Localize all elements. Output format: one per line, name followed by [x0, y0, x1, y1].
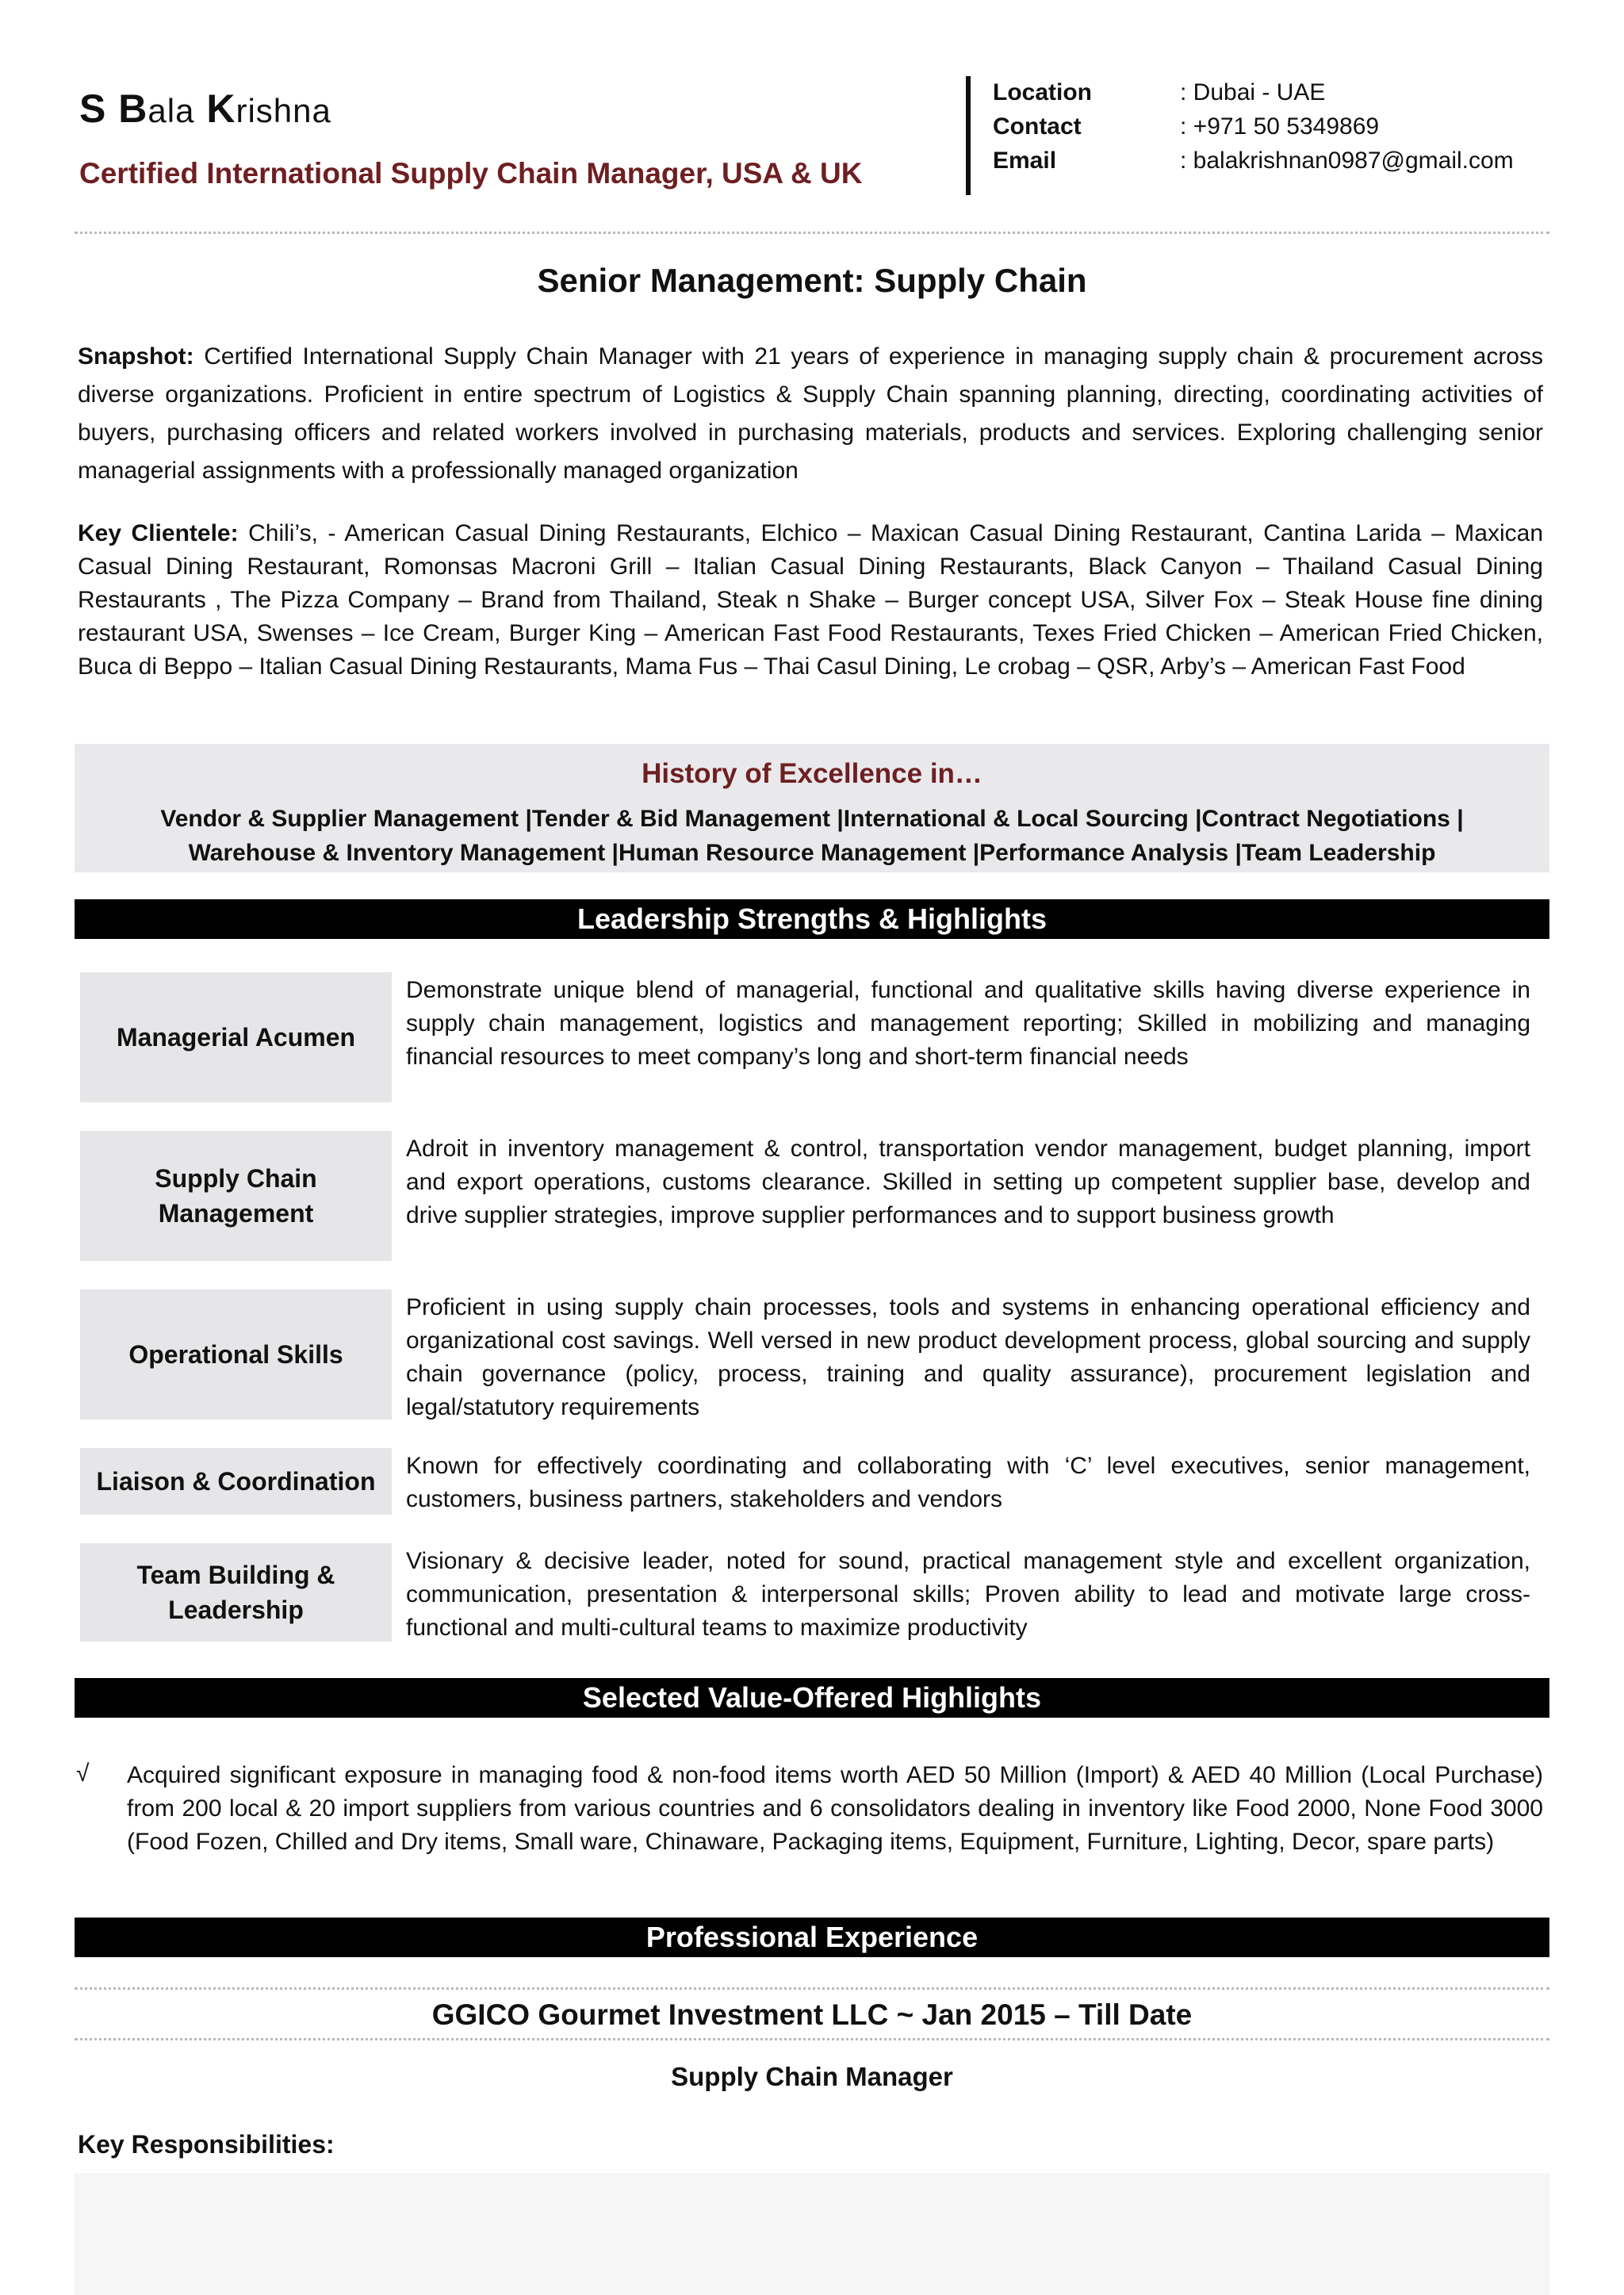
strength-label: Liaison & Coordination — [80, 1448, 392, 1515]
dotted-divider — [75, 2038, 1549, 2040]
company-heading: GGICO Gourmet Investment LLC ~ Jan 2015 – Till Date — [431, 1998, 1193, 2031]
candidate-headline: Certified International Supply Chain Manager, USA & UK — [79, 157, 863, 190]
excellence-line-1: Vendor & Supplier Management |Tender & Bid Management |International & Local Sourcing |Contract Negotiations | — [160, 806, 1464, 832]
strength-text: Adroit in inventory management & control, transportation vendor management, budget planning, import and export operations, customs clearance. Skilled in setting up competent supplier base, develop and drive supplier strategies, improve supplier performances and to support business growth — [406, 1136, 1530, 1228]
contact-row-location — [993, 79, 1514, 113]
clientele-label: Key Clientele: — [78, 520, 239, 546]
strength-text: Proficient in using supply chain processes, tools and systems in enhancing operational efficiency and organizational cost savings. Well versed in new product development process, global sourcing and supply chain governance (policy, process, training and quality assurance), procurement legislation and legal/statutory requirements — [406, 1294, 1530, 1420]
contact-block — [993, 79, 1514, 182]
section-bar-value: Selected Value-Offered Highlights — [75, 1678, 1549, 1718]
contact-value: : +971 50 5349869 — [1180, 113, 1380, 140]
key-responsibilities-heading: Key Responsibilities: — [78, 2130, 335, 2159]
candidate-name — [79, 86, 331, 132]
header-divider — [966, 76, 971, 195]
resume-title: Senior Management: Supply Chain — [537, 262, 1087, 299]
strength-label: Team Building & Leadership — [80, 1543, 392, 1642]
contact-label: Email — [993, 148, 1057, 174]
strength-label: Supply Chain Management — [80, 1131, 392, 1261]
snapshot-text: Certified International Supply Chain Manager with 21 years of experience in managing supply chain & procurement across diverse organizations. Proficient in entire spectrum of Logistics & Supply Chain spanning planning, directing, coordinating activities of buyers, purchasing officers and related workers involved in purchasing materials, products and services. Exploring challenging senior managerial assignments with a professionally managed organization — [78, 343, 1543, 484]
strength-text: Known for effectively coordinating and collaborating with ‘C’ level executives, senior management, customers, business partners, stakeholders and vendors — [406, 1453, 1530, 1512]
name-initial-first: S — [79, 86, 107, 131]
excellence-box — [75, 744, 1549, 872]
strength-label: Managerial Acumen — [80, 972, 392, 1102]
section-bar-experience: Professional Experience — [75, 1918, 1549, 1957]
dotted-divider — [75, 1987, 1549, 1990]
snapshot-paragraph — [78, 338, 1543, 490]
clientele-paragraph — [78, 517, 1543, 684]
name-middle-rest: ala — [147, 92, 195, 129]
strength-label: Operational Skills — [80, 1289, 392, 1420]
section-bar-leadership: Leadership Strengths & Highlights — [75, 899, 1549, 939]
name-initial-middle: B — [118, 86, 148, 131]
contact-label: Contact — [993, 113, 1082, 140]
clientele-text: Chili’s, - American Casual Dining Restaurants, Elchico – Maxican Casual Dining Restaurant, Cantina Larida – Maxican Casual Dining Restaurant, Romonsas Macroni Grill – Italian Casual Dining Restaurants, Black Canyon – Thailand Casual Dining Restaurants , The Pizza Company – Brand from Thailand, Steak n Shake – Burger concept USA, Silver Fox – Steak House fine dining restaurant USA, Swenses – Ice Cream, Burger King – American Fast Food Restaurants, Texes Fried Chicken – American Fried Chicken, Buca di Beppo – Italian Casual Dining Restaurants, Mama Fus – Thai Casul Dining, Le crobag – QSR, Arby’s – American Fast Food — [78, 520, 1544, 680]
checkmark-icon: √ — [76, 1761, 90, 1787]
strength-text: Visionary & decisive leader, noted for sound, practical management style and excellent organization, communication, presentation & interpersonal skills; Proven ability to lead and motivate large cross-functional and multi-cultural teams to maximize productivity — [406, 1548, 1530, 1641]
contact-row-email — [993, 148, 1514, 182]
name-initial-last: K — [206, 86, 236, 131]
contact-row-phone — [993, 113, 1514, 148]
excellence-heading: History of Excellence in… — [642, 758, 982, 789]
name-last-rest: rishna — [236, 92, 331, 129]
highlight-text: Acquired significant exposure in managing food & non-food items worth AED 50 Million (Import) & AED 40 Million (Local Purchase) from 200 local & 20 import suppliers from various countries and 6 consolidators dealing in inventory like Food 2000, None Food 3000 (Food Fozen, Chilled and Dry items, Small ware, Chinaware, Packaging items, Equipment, Furniture, Lighting, Decor, spare parts) — [127, 1762, 1543, 1855]
dotted-divider — [75, 232, 1549, 234]
content-band — [75, 2173, 1549, 2295]
contact-value: : Dubai - UAE — [1180, 79, 1326, 105]
contact-label: Location — [993, 79, 1092, 105]
excellence-line-2: Warehouse & Inventory Management |Human Resource Management |Performance Analysis |Team Leadership — [188, 840, 1436, 866]
strength-text: Demonstrate unique blend of managerial, functional and qualitative skills having diverse experience in supply chain management, logistics and management reporting; Skilled in mobilizing and managing financial resources to meet company’s long and short-term financial needs — [406, 977, 1530, 1070]
snapshot-label: Snapshot: — [78, 343, 194, 370]
contact-value: : balakrishnan0987@gmail.com — [1180, 148, 1514, 174]
job-role: Supply Chain Manager — [671, 2062, 953, 2091]
